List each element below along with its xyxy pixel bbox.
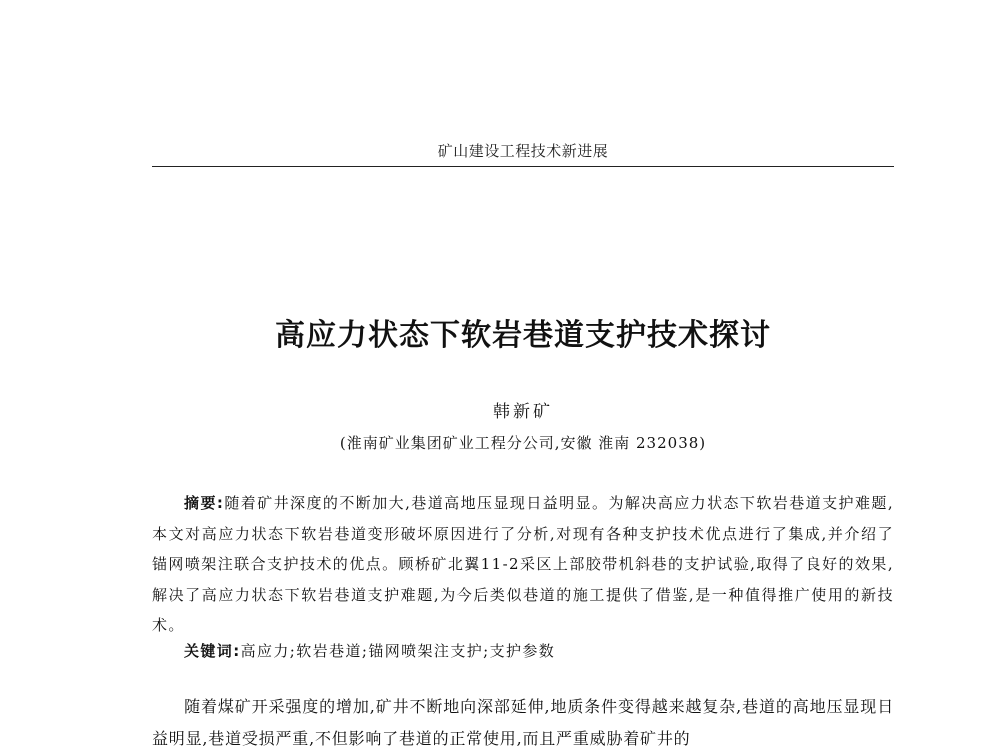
author-name: 韩新矿 xyxy=(493,402,553,422)
article-title: 高应力状态下软岩巷道支护技术探讨 xyxy=(275,318,771,353)
author-affiliation: (淮南矿业集团矿业工程分公司,安徽 淮南 232038) xyxy=(339,434,707,452)
abstract-label: 摘要: xyxy=(184,494,225,512)
header-rule xyxy=(152,166,894,167)
abstract xyxy=(152,488,894,641)
keywords xyxy=(152,641,894,661)
body-paragraph-text: 随着煤矿开采强度的增加,矿井不断地向深部延伸,地质条件变得越来越复杂,巷道的高地压显现日益明显,巷道受损严重,不但影响了巷道的正常使用,而且严重威胁着矿井的 xyxy=(152,697,894,748)
body-paragraph xyxy=(152,691,894,755)
abstract-text: 随着矿井深度的不断加大,巷道高地压显现日益明显。为解决高应力状态下软岩巷道支护难题,本文对高应力状态下软岩巷道变形破坏原因进行了分析,对现有各种支护技术优点进行了集成,并介绍了锚网喷架注联合支护技术的优点。顾桥矿北翼11-2采区上部胶带机斜巷的支护试验,取得了良好的效果,解决了高应力状态下软岩巷道支护难题,为今后类似巷道的施工提供了借鉴,是一种值得推广使用的新技术。 xyxy=(152,494,894,634)
running-header: 矿山建设工程技术新进展 xyxy=(437,142,609,160)
keywords-text: 高应力;软岩巷道;锚网喷架注支护;支护参数 xyxy=(240,642,556,660)
keywords-label: 关键词: xyxy=(184,642,241,660)
